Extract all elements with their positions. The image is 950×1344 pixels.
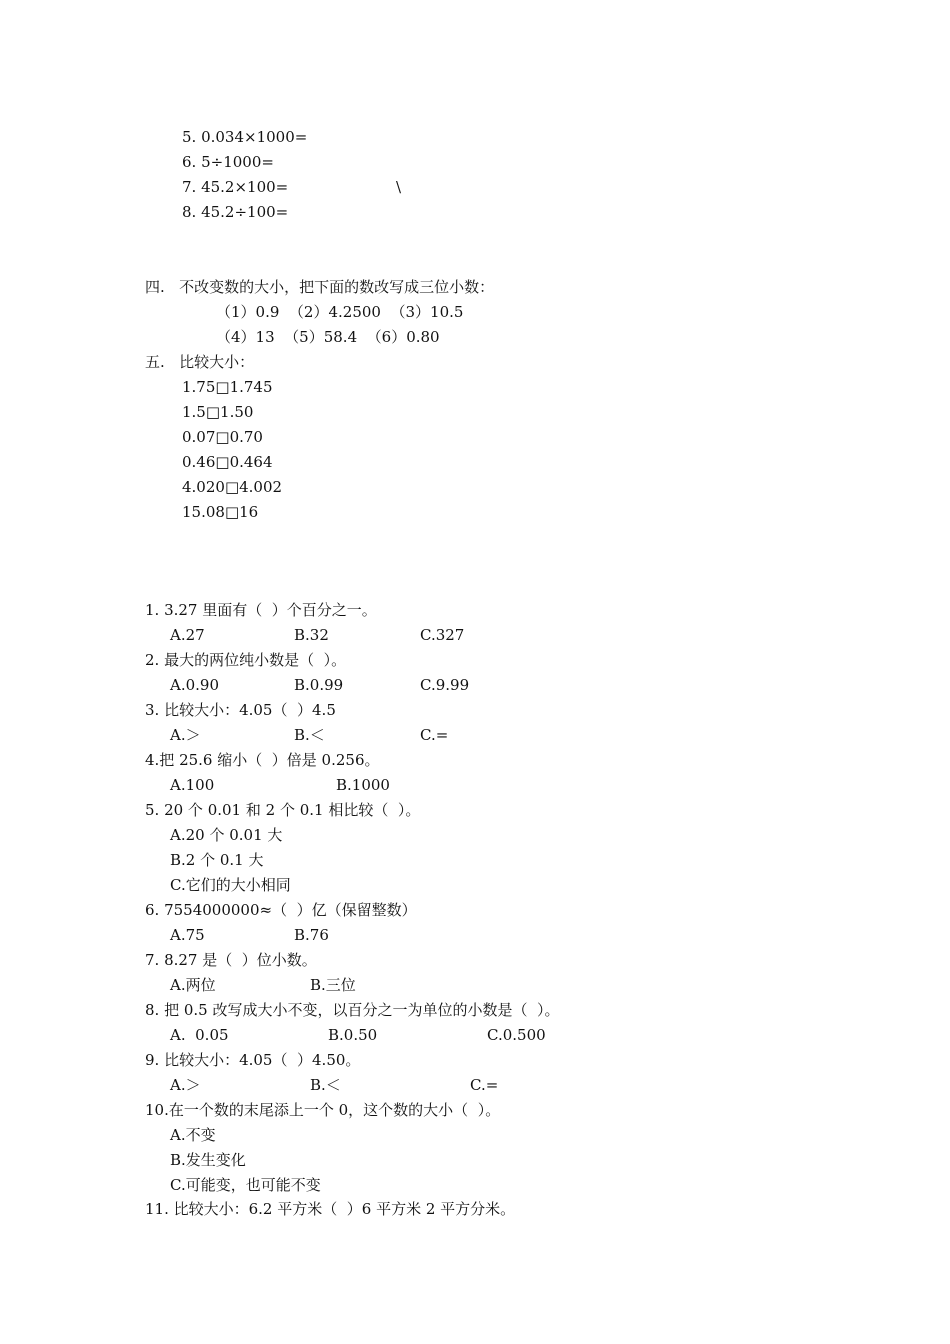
compare-item: 0.46□0.464 [182,453,273,471]
question-3-stem: 3. 比较大小：4.05（ ）4.5 [145,701,336,719]
question-11-stem: 11. 比较大小：6.2 平方米（ ）6 平方米 2 平方分米。 [145,1200,516,1218]
compare-item: 4.020□4.002 [182,478,283,496]
question-7-option-a: A.两位 [170,976,216,994]
question-7-option-b: B.三位 [310,976,356,994]
question-2-stem: 2. 最大的两位纯小数是（ ）。 [145,651,347,669]
question-9-option-a: A.＞ [170,1076,201,1094]
section-5-title: 五. 比较大小： [145,353,255,371]
question-6-option-a: A.75 [170,926,205,944]
question-1-option-c: C.327 [420,626,465,644]
calc-item-5: 5. 0.034×1000= [182,128,308,146]
question-10-option-b: B.发生变化 [170,1151,246,1169]
question-6-option-b: B.76 [294,926,329,944]
question-2-option-a: A.0.90 [170,676,219,694]
question-10-stem: 10.在一个数的末尾添上一个 0，这个数的大小（ ）。 [145,1101,501,1119]
calc-item-7: 7. 45.2×100= [182,178,289,196]
section-4-title: 四. 不改变数的大小，把下面的数改写成三位小数： [145,278,495,296]
question-6-stem: 6. 7554000000≈（ ）亿（保留整数） [145,901,417,919]
stray-mark: \ [396,178,402,196]
question-1-option-b: B.32 [294,626,329,644]
question-2-option-b: B.0.99 [294,676,344,694]
question-4-stem: 4.把 25.6 缩小（ ）倍是 0.256。 [145,751,380,769]
question-4-option-b: B.1000 [336,776,390,794]
compare-item: 1.5□1.50 [182,403,254,421]
question-3-option-b: B.＜ [294,726,325,744]
question-7-stem: 7. 8.27 是（ ）位小数。 [145,951,317,969]
question-5-stem: 5. 20 个 0.01 和 2 个 0.1 相比较（ ）。 [145,801,421,819]
question-8-option-a: A. 0.05 [170,1026,229,1044]
question-3-option-c: C.= [420,726,449,744]
question-1-stem: 1. 3.27 里面有（ ）个百分之一。 [145,601,377,619]
section-4-row-1: （1）0.9 （2）4.2500 （3）10.5 [216,303,464,321]
question-8-stem: 8. 把 0.5 改写成大小不变，以百分之一为单位的小数是（ ）。 [145,1001,560,1019]
question-8-option-c: C.0.500 [487,1026,546,1044]
calc-item-6: 6. 5÷1000= [182,153,274,171]
compare-item: 0.07□0.70 [182,428,263,446]
question-5-option-c: C.它们的大小相同 [170,876,291,894]
question-10-option-a: A.不变 [170,1126,216,1144]
question-3-option-a: A.＞ [170,726,201,744]
question-8-option-b: B.0.50 [328,1026,378,1044]
question-9-option-c: C.= [470,1076,499,1094]
question-5-option-a: A.20 个 0.01 大 [170,826,283,844]
question-10-option-c: C.可能变，也可能不变 [170,1176,321,1194]
question-9-option-b: B.＜ [310,1076,341,1094]
question-5-option-b: B.2 个 0.1 大 [170,851,264,869]
question-4-option-a: A.100 [170,776,215,794]
compare-item: 1.75□1.745 [182,378,273,396]
question-1-option-a: A.27 [170,626,205,644]
question-2-option-c: C.9.99 [420,676,470,694]
compare-item: 15.08□16 [182,503,259,521]
calc-item-8: 8. 45.2÷100= [182,203,289,221]
section-4-row-2: （4）13 （5）58.4 （6）0.80 [216,328,440,346]
question-9-stem: 9. 比较大小：4.05（ ）4.50。 [145,1051,361,1069]
